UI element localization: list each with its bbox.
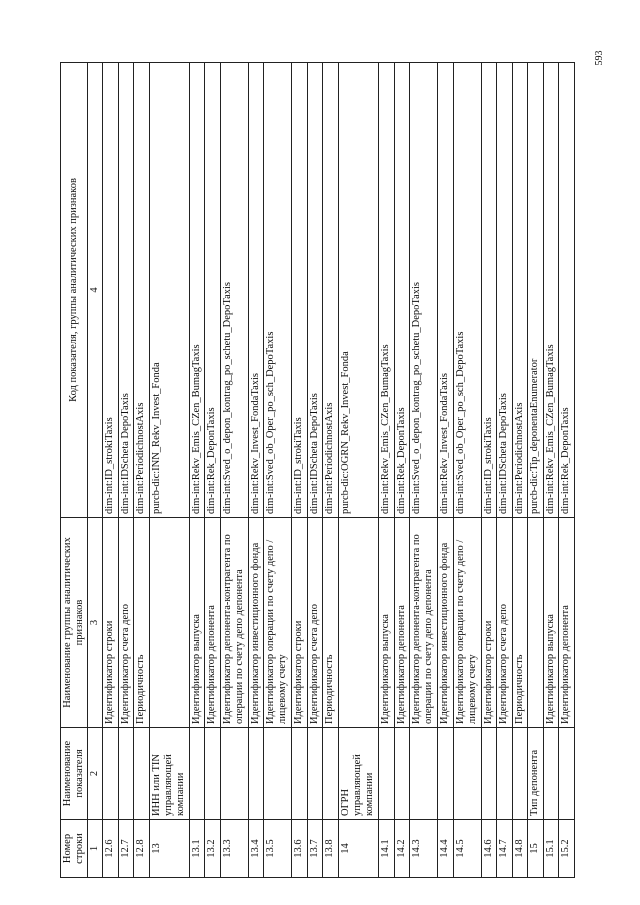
group-name-cell: Идентификатор выпуска [543, 518, 559, 728]
code-cell: dim-int:IDScheta DepoTaxis [307, 63, 323, 518]
row-number-cell: 15 [528, 820, 544, 878]
row-number-cell: 14.3 [410, 820, 438, 878]
group-name-cell: Идентификатор депонента-контрагента по операции по счету депо депонента [220, 518, 248, 728]
group-name-cell: Идентификатор строки [292, 518, 308, 728]
code-cell: dim-int:Rekv_Emis_CZen_BumagTaxis [189, 63, 205, 518]
code-cell: dim-int:ID_strokiTaxis [292, 63, 308, 518]
indicator-name-cell: Тип депонента [528, 728, 544, 820]
code-cell: dim-int:Sved_o_depon_kontrag_po_schetu_DepoTaxis [410, 63, 438, 518]
table-row [248, 63, 264, 878]
group-name-cell: Идентификатор выпуска [379, 518, 395, 728]
table-row [103, 63, 119, 878]
code-cell: dim-int:PeriodichnostAxis [134, 63, 150, 518]
group-name-cell: Периодичность [134, 518, 150, 728]
table-row [292, 63, 308, 878]
code-cell: dim-int:Rekv_Invest_FondaTaxis [438, 63, 454, 518]
group-name-cell: Периодичность [512, 518, 528, 728]
group-name-cell: Идентификатор инвестиционного фонда [438, 518, 454, 728]
indicator-name-cell [134, 728, 150, 820]
group-name-cell: Периодичность [323, 518, 339, 728]
table-row [264, 63, 292, 878]
table-row [323, 63, 339, 878]
row-number-cell: 13 [149, 820, 189, 878]
indicator-name-cell [438, 728, 454, 820]
group-name-cell: Идентификатор инвестиционного фонда [248, 518, 264, 728]
indicator-name-cell [512, 728, 528, 820]
indicator-name-cell: ОГРН управляющей компании [338, 728, 378, 820]
indicator-name-cell [248, 728, 264, 820]
row-number-cell: 13.7 [307, 820, 323, 878]
page-number: 593 [594, 50, 605, 66]
row-number-cell: 14.7 [497, 820, 513, 878]
code-cell: purcb-dic:INN_Rekv_Invest_Fonda [149, 63, 189, 518]
indicator-name-cell: ИНН или TIN управляющей компании [149, 728, 189, 820]
indicator-name-cell [307, 728, 323, 820]
code-cell: dim-int:Sved_o_depon_kontrag_po_schetu_DepoTaxis [220, 63, 248, 518]
code-cell: purcb-dic:Tip_deponentaEnumerator [528, 63, 544, 518]
code-cell: dim-int:Rek_DeponTaxis [559, 63, 575, 518]
code-cell: dim-int:PeriodichnostAxis [323, 63, 339, 518]
code-cell: dim-int:IDScheta DepoTaxis [497, 63, 513, 518]
table-row [394, 63, 410, 878]
table-row [134, 63, 150, 878]
indicator-name-cell [220, 728, 248, 820]
group-name-cell [338, 518, 378, 728]
table-row [338, 63, 378, 878]
table-row [438, 63, 454, 878]
table-row [189, 63, 205, 878]
indicator-name-cell [323, 728, 339, 820]
group-name-cell: Идентификатор строки [103, 518, 119, 728]
row-number-cell: 12.7 [118, 820, 134, 878]
group-name-cell: Идентификатор операции по счету депо / лицевому счету [453, 518, 481, 728]
indicator-name-cell [205, 728, 221, 820]
group-name-cell: Идентификатор операции по счету депо / лицевому счету [264, 518, 292, 728]
table-row [481, 63, 497, 878]
table-row [559, 63, 575, 878]
group-name-cell: Идентификатор счета депо [307, 518, 323, 728]
indicator-name-cell [292, 728, 308, 820]
row-number-cell: 15.1 [543, 820, 559, 878]
group-name-cell: Идентификатор строки [481, 518, 497, 728]
row-number-cell: 14.2 [394, 820, 410, 878]
rotated-table-container [60, 63, 575, 878]
indicator-name-cell [394, 728, 410, 820]
row-number-cell: 14 [338, 820, 378, 878]
header-row-number: Номер строки [61, 820, 88, 878]
row-number-cell: 12.8 [134, 820, 150, 878]
code-cell: dim-int:Sved_ob_Oper_po_sch_DepoTaxis [264, 63, 292, 518]
column-index: 4 [88, 63, 103, 518]
row-number-cell: 13.1 [189, 820, 205, 878]
group-name-cell: Идентификатор депонента [394, 518, 410, 728]
table-row [543, 63, 559, 878]
table-row [512, 63, 528, 878]
indicator-name-cell [189, 728, 205, 820]
row-number-cell: 14.5 [453, 820, 481, 878]
column-index: 1 [88, 820, 103, 878]
table-row [307, 63, 323, 878]
row-number-cell: 12.6 [103, 820, 119, 878]
code-cell: dim-int:ID_strokiTaxis [103, 63, 119, 518]
table-row [118, 63, 134, 878]
code-cell: dim-int:Sved_ob_Oper_po_sch_DepoTaxis [453, 63, 481, 518]
row-number-cell: 13.8 [323, 820, 339, 878]
code-cell: dim-int:ID_strokiTaxis [481, 63, 497, 518]
indicator-name-cell [543, 728, 559, 820]
table-row [497, 63, 513, 878]
column-index: 3 [88, 518, 103, 728]
group-name-cell [528, 518, 544, 728]
header-code: Код показателя, группы аналитических признаков [61, 63, 88, 518]
indicator-name-cell [453, 728, 481, 820]
code-cell: dim-int:IDScheta DepoTaxis [118, 63, 134, 518]
header-group-name: Наименование группы аналитических признаков [61, 518, 88, 728]
table-row [149, 63, 189, 878]
row-number-cell: 14.4 [438, 820, 454, 878]
indicator-name-cell [264, 728, 292, 820]
code-cell: dim-int:Rekv_Emis_CZen_BumagTaxis [379, 63, 395, 518]
row-number-cell: 13.3 [220, 820, 248, 878]
indicator-name-cell [379, 728, 395, 820]
header-row [61, 63, 88, 878]
indicator-name-cell [410, 728, 438, 820]
header-indicator-name: Наименование показателя [61, 728, 88, 820]
group-name-cell: Идентификатор депонента-контрагента по операции по счету депо депонента [410, 518, 438, 728]
group-name-cell: Идентификатор депонента [205, 518, 221, 728]
table-row [453, 63, 481, 878]
table-row [410, 63, 438, 878]
code-cell: dim-int:PeriodichnostAxis [512, 63, 528, 518]
column-index-row [88, 63, 103, 878]
table-row [528, 63, 544, 878]
table-row [220, 63, 248, 878]
code-cell: dim-int:Rekv_Invest_FondaTaxis [248, 63, 264, 518]
code-cell: dim-int:Rekv_Emis_CZen_BumagTaxis [543, 63, 559, 518]
indicator-name-cell [497, 728, 513, 820]
code-cell: dim-int:Rek_DeponTaxis [394, 63, 410, 518]
row-number-cell: 15.2 [559, 820, 575, 878]
row-number-cell: 13.4 [248, 820, 264, 878]
group-name-cell: Идентификатор счета депо [118, 518, 134, 728]
group-name-cell: Идентификатор выпуска [189, 518, 205, 728]
indicator-table [60, 62, 575, 878]
column-index: 2 [88, 728, 103, 820]
group-name-cell: Идентификатор депонента [559, 518, 575, 728]
indicator-name-cell [103, 728, 119, 820]
table-row [205, 63, 221, 878]
group-name-cell: Идентификатор счета депо [497, 518, 513, 728]
group-name-cell [149, 518, 189, 728]
row-number-cell: 13.2 [205, 820, 221, 878]
row-number-cell: 13.5 [264, 820, 292, 878]
indicator-name-cell [481, 728, 497, 820]
indicator-name-cell [118, 728, 134, 820]
table-row [379, 63, 395, 878]
row-number-cell: 14.1 [379, 820, 395, 878]
indicator-name-cell [559, 728, 575, 820]
row-number-cell: 14.6 [481, 820, 497, 878]
table-body [103, 63, 575, 878]
row-number-cell: 14.8 [512, 820, 528, 878]
code-cell: dim-int:Rek_DeponTaxis [205, 63, 221, 518]
code-cell: purcb-dic:OGRN_Rekv_Invest_Fonda [338, 63, 378, 518]
row-number-cell: 13.6 [292, 820, 308, 878]
